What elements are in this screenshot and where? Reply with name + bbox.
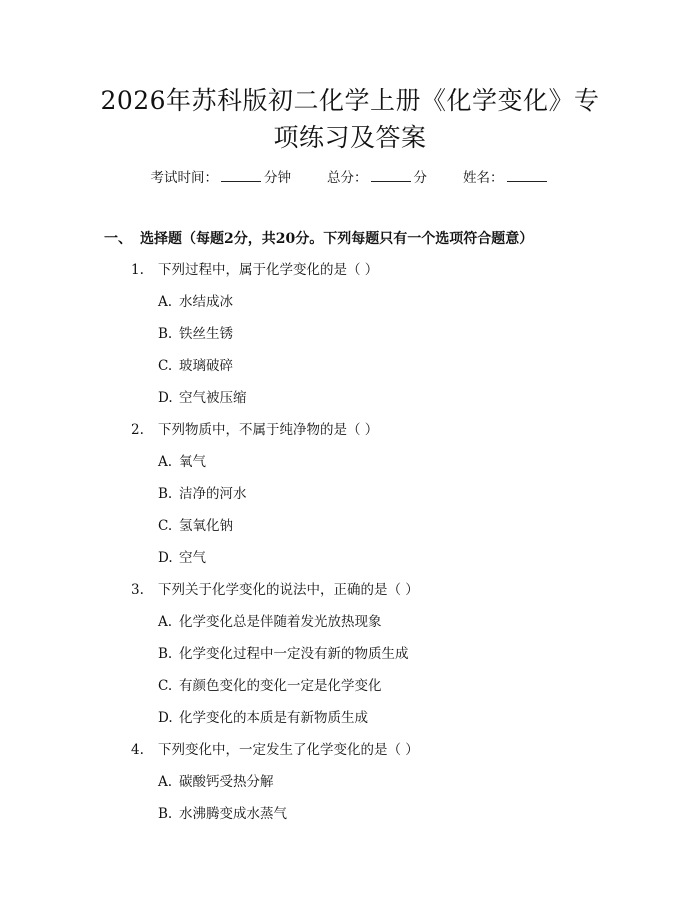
question-4 <box>131 740 419 760</box>
option-letter: B. <box>158 326 173 342</box>
question-2 <box>131 420 378 440</box>
option-4-b <box>158 804 287 824</box>
score-blank <box>371 169 411 182</box>
exam-meta <box>0 168 700 188</box>
option-2-c <box>158 516 233 536</box>
option-letter: D. <box>158 550 173 566</box>
section-title: 选择题（每题2分，共20分。下列每题只有一个选项符合题意） <box>140 231 534 247</box>
option-letter: A. <box>158 774 173 790</box>
option-text: 洁净的河水 <box>179 486 247 502</box>
title-line-2: 项练习及答案 <box>273 123 427 152</box>
question-number: 2. <box>131 422 144 438</box>
option-letter: A. <box>158 614 173 630</box>
option-letter: A. <box>158 294 173 310</box>
option-text: 化学变化的本质是有新物质生成 <box>179 710 368 726</box>
score-unit: 分 <box>413 170 427 186</box>
title-line-1: 2026年苏科版初二化学上册《化学变化》专 <box>100 86 600 115</box>
option-1-d <box>158 388 247 408</box>
option-3-c <box>158 676 382 696</box>
question-3 <box>131 580 419 600</box>
option-4-a <box>158 772 274 792</box>
question-text: 下列过程中，属于化学变化的是（ ） <box>158 262 379 278</box>
question-number: 1. <box>131 262 144 278</box>
option-letter: C. <box>158 518 173 534</box>
page-title <box>60 82 640 156</box>
option-2-d <box>158 548 206 568</box>
time-blank <box>221 169 261 182</box>
option-letter: B. <box>158 806 173 822</box>
option-2-b <box>158 484 247 504</box>
time-unit: 分钟 <box>264 170 291 186</box>
option-letter: B. <box>158 486 173 502</box>
option-1-b <box>158 324 233 344</box>
option-text: 水沸腾变成水蒸气 <box>179 806 287 822</box>
option-text: 空气被压缩 <box>179 390 247 406</box>
option-text: 水结成冰 <box>179 294 233 310</box>
option-3-d <box>158 708 368 728</box>
question-1 <box>131 260 378 280</box>
section-heading <box>104 229 533 249</box>
option-3-b <box>158 644 409 664</box>
option-2-a <box>158 452 206 472</box>
option-3-a <box>158 612 382 632</box>
option-text: 氧气 <box>179 454 206 470</box>
option-letter: C. <box>158 678 173 694</box>
option-letter: A. <box>158 454 173 470</box>
time-label: 考试时间： <box>150 170 218 186</box>
name-label: 姓名： <box>463 170 504 186</box>
option-text: 氢氧化钠 <box>179 518 233 534</box>
option-text: 玻璃破碎 <box>179 358 233 374</box>
option-text: 空气 <box>179 550 206 566</box>
option-letter: C. <box>158 358 173 374</box>
option-1-c <box>158 356 233 376</box>
option-letter: D. <box>158 710 173 726</box>
option-text: 有颜色变化的变化一定是化学变化 <box>179 678 382 694</box>
option-1-a <box>158 292 233 312</box>
option-letter: D. <box>158 390 173 406</box>
question-number: 3. <box>131 582 144 598</box>
score-label: 总分： <box>327 170 368 186</box>
name-blank <box>507 169 547 182</box>
question-text: 下列物质中，不属于纯净物的是（ ） <box>158 422 379 438</box>
section-number: 一、 <box>104 231 132 247</box>
option-text: 化学变化总是伴随着发光放热现象 <box>179 614 382 630</box>
question-text: 下列变化中，一定发生了化学变化的是（ ） <box>158 742 419 758</box>
option-letter: B. <box>158 646 173 662</box>
option-text: 碳酸钙受热分解 <box>179 774 274 790</box>
question-number: 4. <box>131 742 144 758</box>
option-text: 铁丝生锈 <box>179 326 233 342</box>
option-text: 化学变化过程中一定没有新的物质生成 <box>179 646 409 662</box>
question-text: 下列关于化学变化的说法中，正确的是（ ） <box>158 582 419 598</box>
